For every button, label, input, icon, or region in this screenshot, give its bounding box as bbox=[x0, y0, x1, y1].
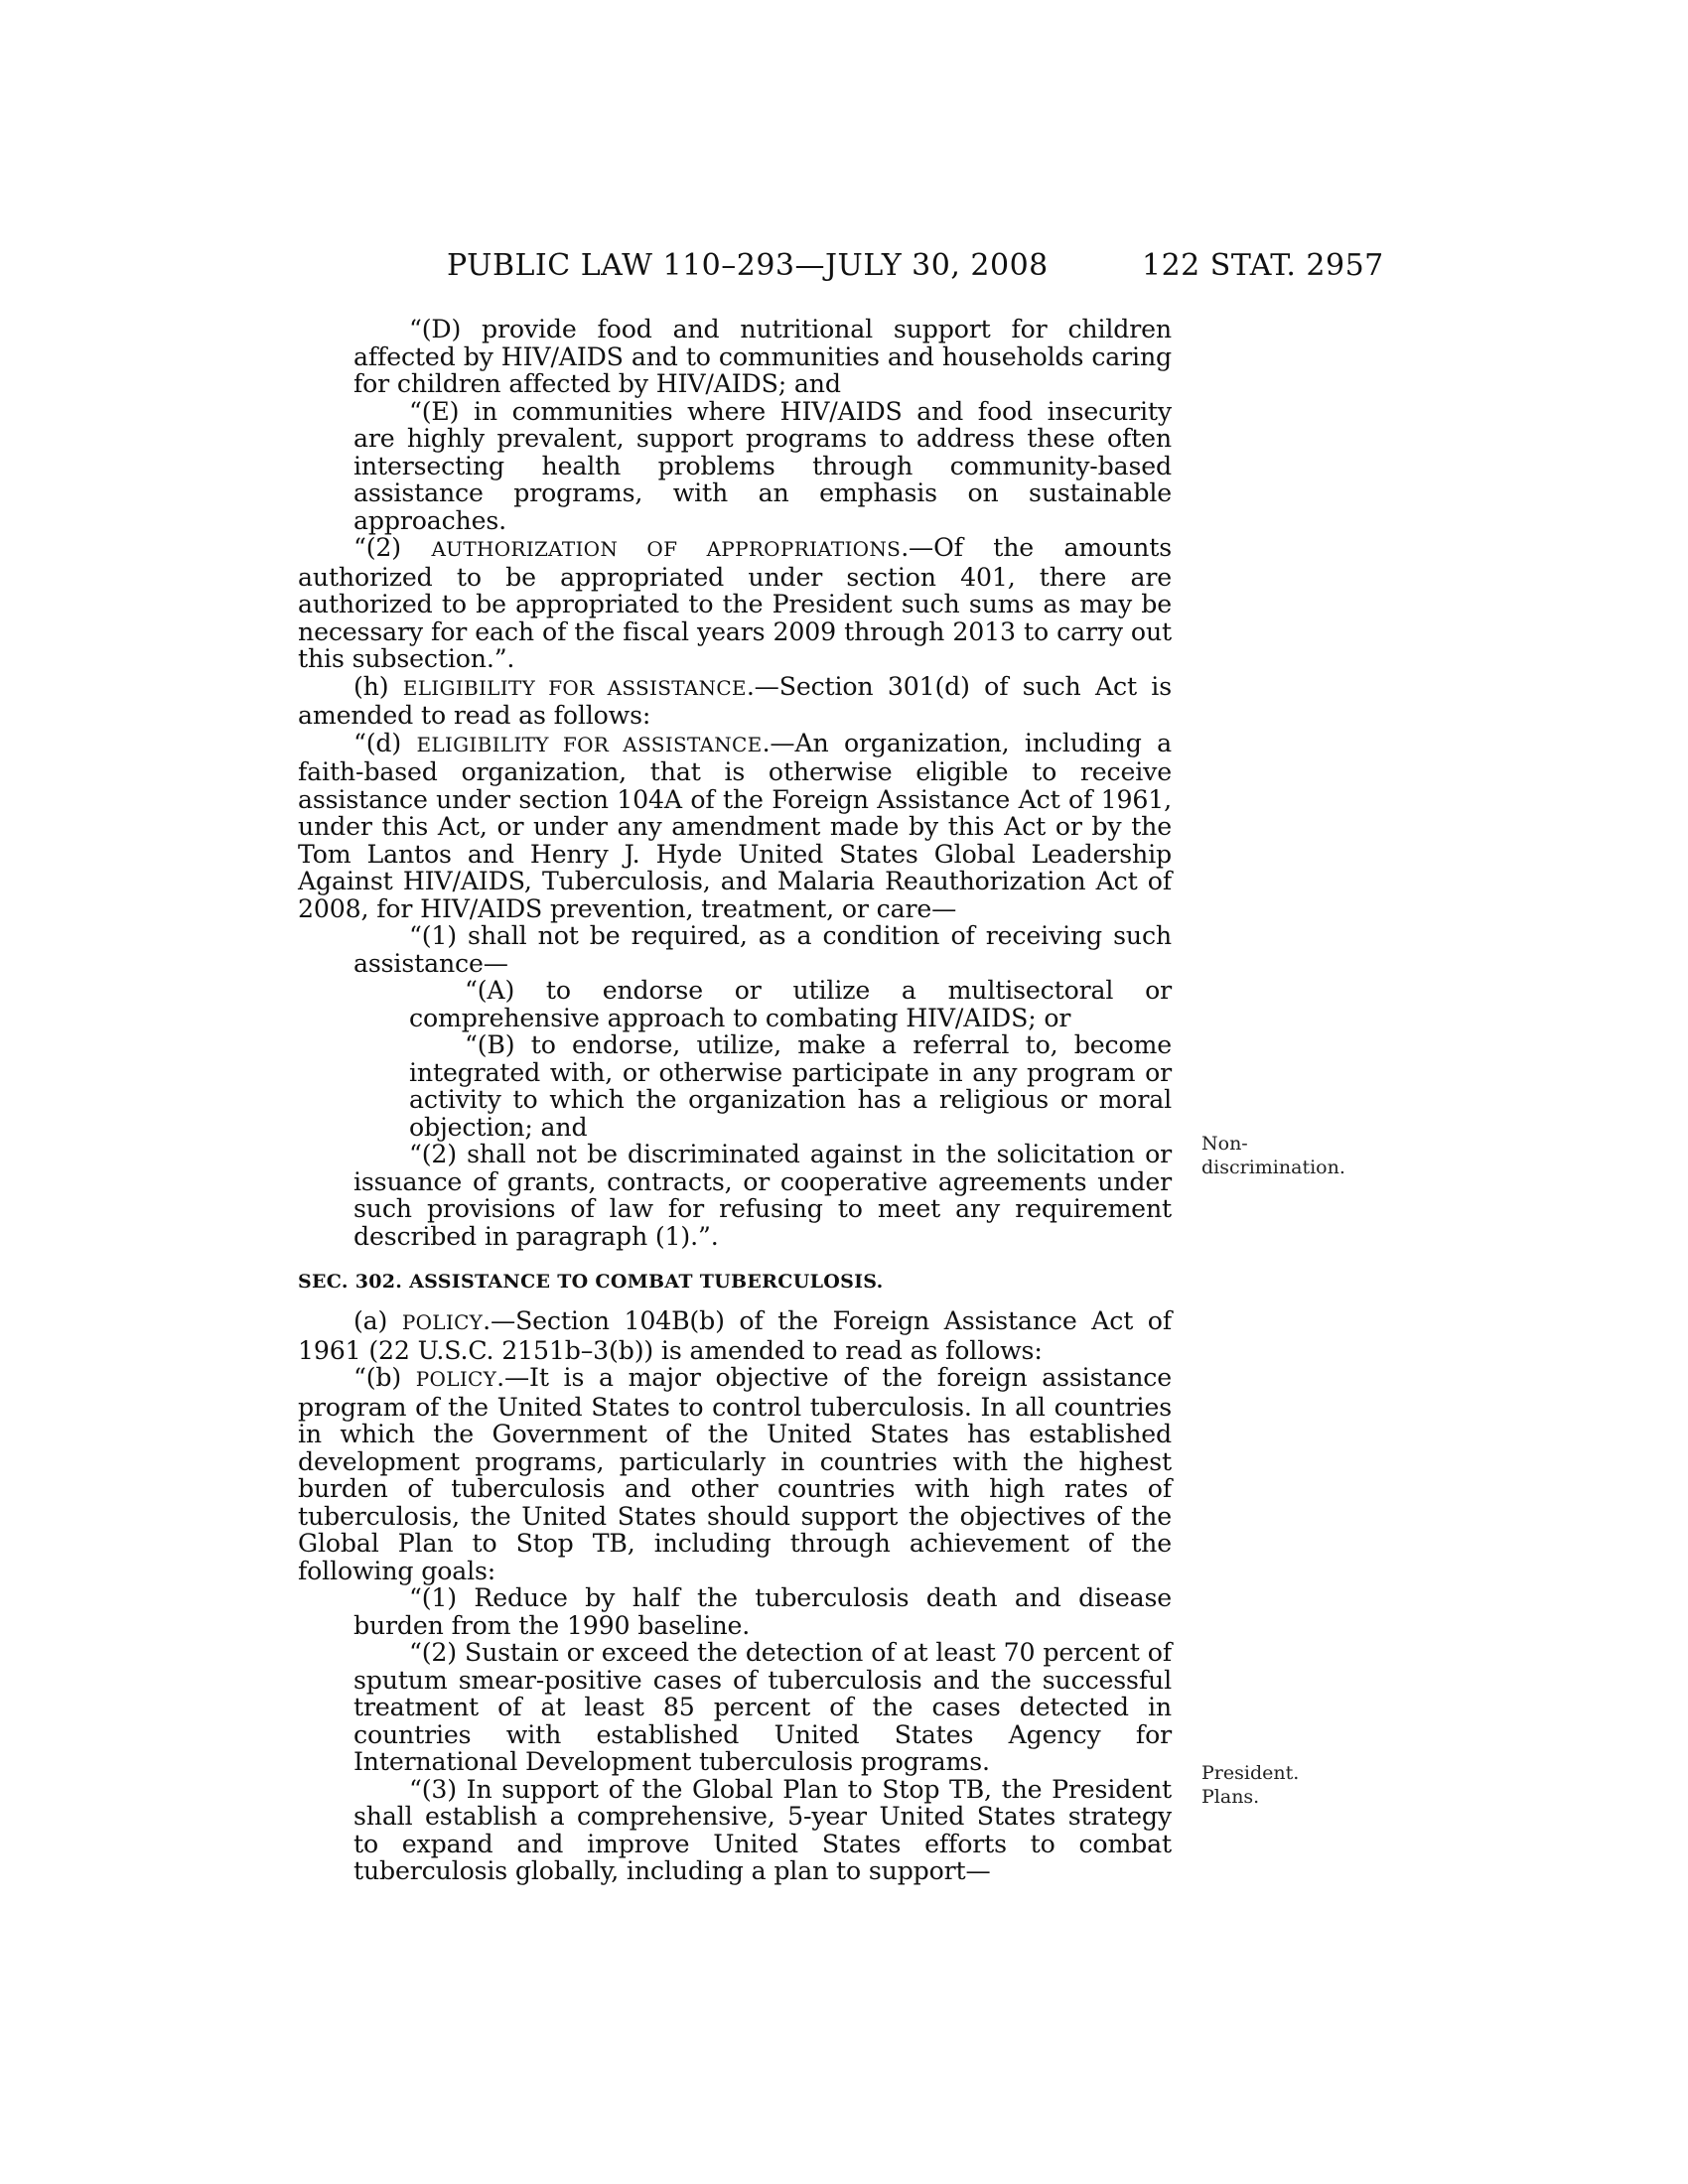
paragraph-authorization bbox=[298, 534, 1172, 673]
paragraph-E: “(E) in communities where HIV/AIDS and food insecurity are highly prevalent, support programs to address these often intersecting health problems through community-based assistance programs, with an emphasis on sustainable approaches. bbox=[353, 396, 1172, 535]
paragraph-1-required: “(1) shall not be required, as a condition of receiving such assistance— bbox=[353, 921, 1172, 978]
paragraph-text: .—An organization, including a faith-based organization, that is otherwise eligible to receive assistance under section 104A of the Foreign Assistance Act of 1961, under this Act, or under any amendment made by this Act or by the Tom Lantos and Henry J. Hyde United States Global Leadership Against HIV/AIDS, Tuberculosis, and Malaria Reauthorization Act of 2008, for HIV/AIDS prevention, treatment, or care— bbox=[298, 728, 1172, 923]
paragraph-number: “(2) bbox=[353, 533, 432, 562]
heading-small-caps: ELIGIBILITY FOR ASSISTANCE bbox=[416, 732, 763, 756]
heading-small-caps: ELIGIBILITY FOR ASSISTANCE bbox=[402, 675, 747, 700]
paragraph-goal-3: “(3) In support of the Global Plan to Stop TB, the President shall establish a comprehensive, 5-year United States strategy to expand and improve United States efforts to combat tuberculosis globally, including a plan to support— bbox=[353, 1774, 1172, 1885]
paragraph-B-endorse: “(B) to endorse, utilize, make a referral to, become integrated with, or otherwise participate in any program or activity to which the organization has a religious or moral objection; and bbox=[409, 1030, 1172, 1142]
paragraph-text: .—Of the amounts authorized to be appropriated under section 401, there are authorized to be appropriated to the President such sums as may be necessary for each of the fiscal years 2009 through 2013 to carry out this subsection.”. bbox=[298, 533, 1172, 673]
paragraph-d-eligibility bbox=[298, 730, 1172, 923]
paragraph-text: .—Section 104B(b) of the Foreign Assistance Act of 1961 (22 U.S.C. 2151b–3(b)) is amended to read as follows: bbox=[298, 1306, 1172, 1365]
paragraph-h bbox=[298, 673, 1172, 730]
heading-small-caps: AUTHORIZATION OF APPROPRIATIONS bbox=[431, 537, 902, 561]
heading-small-caps: POLICY bbox=[401, 1310, 484, 1334]
paragraph-goal-1: “(1) Reduce by half the tuberculosis death and disease burden from the 1990 baseline. bbox=[353, 1583, 1172, 1640]
heading-small-caps: POLICY bbox=[415, 1367, 497, 1391]
paragraph-b-policy bbox=[298, 1364, 1172, 1584]
margin-note-line: President. bbox=[1201, 1762, 1300, 1784]
margin-note-line: discrimination. bbox=[1201, 1157, 1345, 1178]
paragraph-number: “(d) bbox=[353, 728, 417, 757]
margin-note-line: Plans. bbox=[1201, 1786, 1260, 1808]
paragraph-D: “(D) provide food and nutritional support for children affected by HIV/AIDS and to communities and households caring for children affected by HIV/AIDS; and bbox=[353, 315, 1172, 398]
paragraph-goal-2: “(2) Sustain or exceed the detection of at least 70 percent of sputum smear-positive cases of tuberculosis and the successful treatment of at least 85 percent of the cases detected in countries with established United States Agency for International Development tuberculosis programs. bbox=[353, 1638, 1172, 1776]
running-header-stat: 122 STAT. 2957 bbox=[1142, 248, 1384, 283]
document-body bbox=[298, 316, 1172, 1885]
paragraph-number: “(b) bbox=[353, 1363, 416, 1392]
paragraph-a-policy bbox=[298, 1307, 1172, 1364]
paragraph-A-endorse: “(A) to endorse or utilize a multisectoral or comprehensive approach to combating HIV/AIDS; or bbox=[409, 976, 1172, 1032]
paragraph-text: .—It is a major objective of the foreign assistance program of the United States to control tuberculosis. In all countries in which the Government of the United States has established development programs, particularly in countries with the highest burden of tuberculosis and other countries with high rates of tuberculosis, the United States should support the objectives of the Global Plan to Stop TB, including through achievement of the following goals: bbox=[298, 1363, 1172, 1585]
paragraph-2-discriminated: “(2) shall not be discriminated against in the solicitation or issuance of grants, contracts, or cooperative agreements under such provisions of law for refusing to meet any requirement described in paragraph (1).”. bbox=[353, 1140, 1172, 1251]
paragraph-number: (a) bbox=[353, 1306, 402, 1335]
margin-note-nondiscrimination bbox=[1201, 1132, 1350, 1179]
margin-note-line: Non- bbox=[1201, 1133, 1248, 1155]
paragraph-text: .—Section 301(d) of such Act is amended to read as follows: bbox=[298, 671, 1172, 730]
paragraph-number: (h) bbox=[353, 671, 403, 701]
section-heading: SEC. 302. ASSISTANCE TO COMBAT TUBERCULOSIS. bbox=[298, 1271, 884, 1293]
running-header-title: PUBLIC LAW 110–293—JULY 30, 2008 bbox=[447, 248, 1049, 283]
margin-note-president-plans bbox=[1201, 1761, 1350, 1809]
